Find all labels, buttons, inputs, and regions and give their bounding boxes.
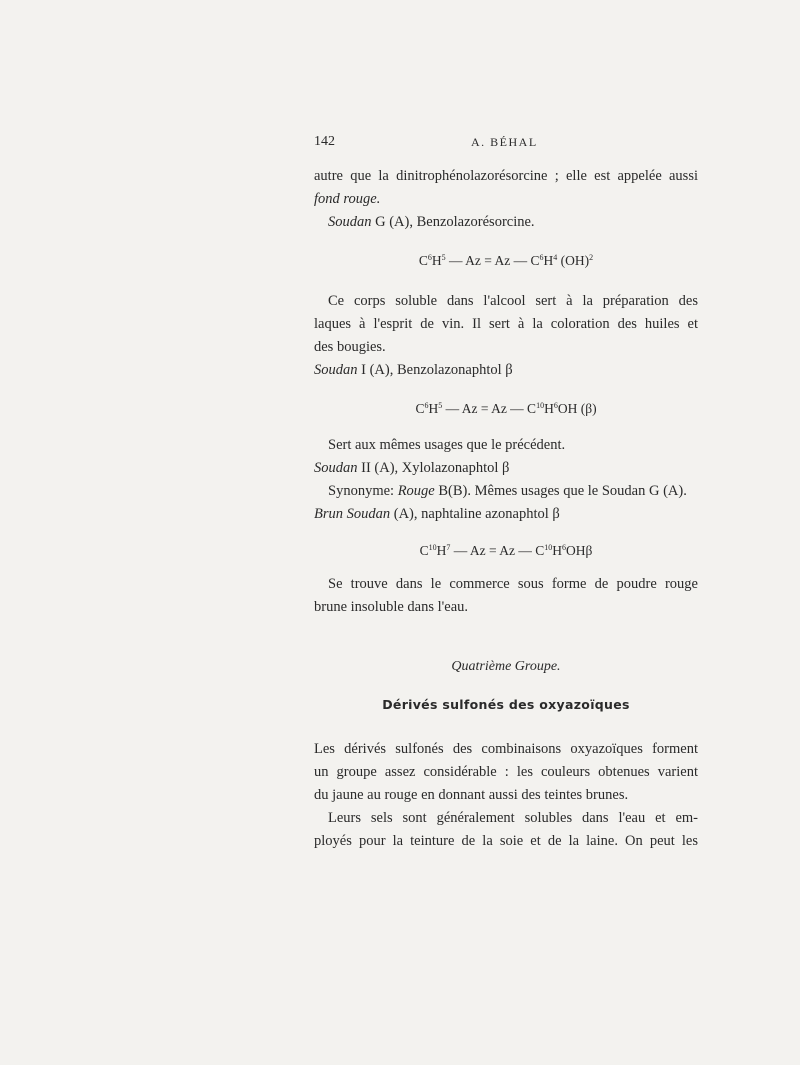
compound-desc: I (A), Benzolazonaphtol β	[357, 362, 513, 378]
compound-desc: II (A), Xylolazonaphtol β	[357, 460, 510, 476]
chemical-formula: $C^{10}H^7$ — Az = Az — $C^{10}H^6OH\beta$	[419, 543, 593, 558]
paragraph-line: Sert aux mêmes usages que le précédent.	[328, 437, 566, 453]
page-header	[314, 134, 698, 154]
chemical-formula: $C^6H^5$ — Az = Az — $C^6H^4$ (OH)$^2$	[418, 253, 594, 268]
compound-name: Soudan	[314, 362, 358, 378]
paragraph-line: autre que la dinitrophénolazorésorcine ; elle est appelée aussi	[314, 168, 698, 184]
compound-desc: (A), naphtaline azonaphtol β	[390, 506, 560, 522]
paragraph-line: Leurs sels sont généralement solubles dans l'eau et em-	[328, 810, 698, 826]
italic-term: fond rouge.	[314, 191, 381, 207]
paragraph-line: du jaune au rouge en donnant aussi des teintes brunes.	[314, 787, 629, 803]
paragraph-line: laques à l'esprit de vin. Il sert à la coloration des huiles et	[314, 316, 698, 332]
compound-entry	[314, 457, 509, 480]
section-heading: Quatrième Groupe.	[451, 659, 561, 674]
subsection-heading: Dérivés sulfonés des oxyazoïques	[382, 697, 630, 712]
paragraph-line: brune insoluble dans l'eau.	[314, 599, 469, 615]
compound-name: Soudan	[314, 460, 358, 476]
running-head: A. BÉHAL	[471, 135, 538, 149]
paragraph-line: ployés pour la teinture de la soie et de la laine. On peut les	[314, 833, 698, 849]
paragraph-line	[314, 188, 380, 211]
compound-entry	[314, 359, 513, 382]
compound-name: Brun Soudan	[314, 506, 391, 522]
compound-name: Soudan	[328, 214, 372, 230]
compound-entry	[328, 211, 535, 234]
paragraph-line: Se trouve dans le commerce sous forme de poudre rouge	[328, 576, 698, 592]
synonym-line: Synonyme: Rouge B(B). Mêmes usages que le Soudan G (A).	[328, 483, 687, 499]
chemical-formula: $C^6H^5$ — Az = Az — $C^{10}H^6OH$ (β)	[415, 401, 597, 416]
paragraph-line: des bougies.	[314, 339, 386, 355]
paragraph-line: Les dérivés sulfonés des combinaisons oxyazoïques forment	[314, 741, 698, 757]
page-number: 142	[314, 134, 335, 149]
compound-entry	[314, 503, 560, 526]
paragraph-line: un groupe assez considérable : les couleurs obtenues varient	[314, 764, 698, 780]
compound-desc: G (A), Benzolazorésorcine.	[371, 214, 535, 230]
paragraph-line: Ce corps soluble dans l'alcool sert à la préparation des	[328, 293, 698, 309]
